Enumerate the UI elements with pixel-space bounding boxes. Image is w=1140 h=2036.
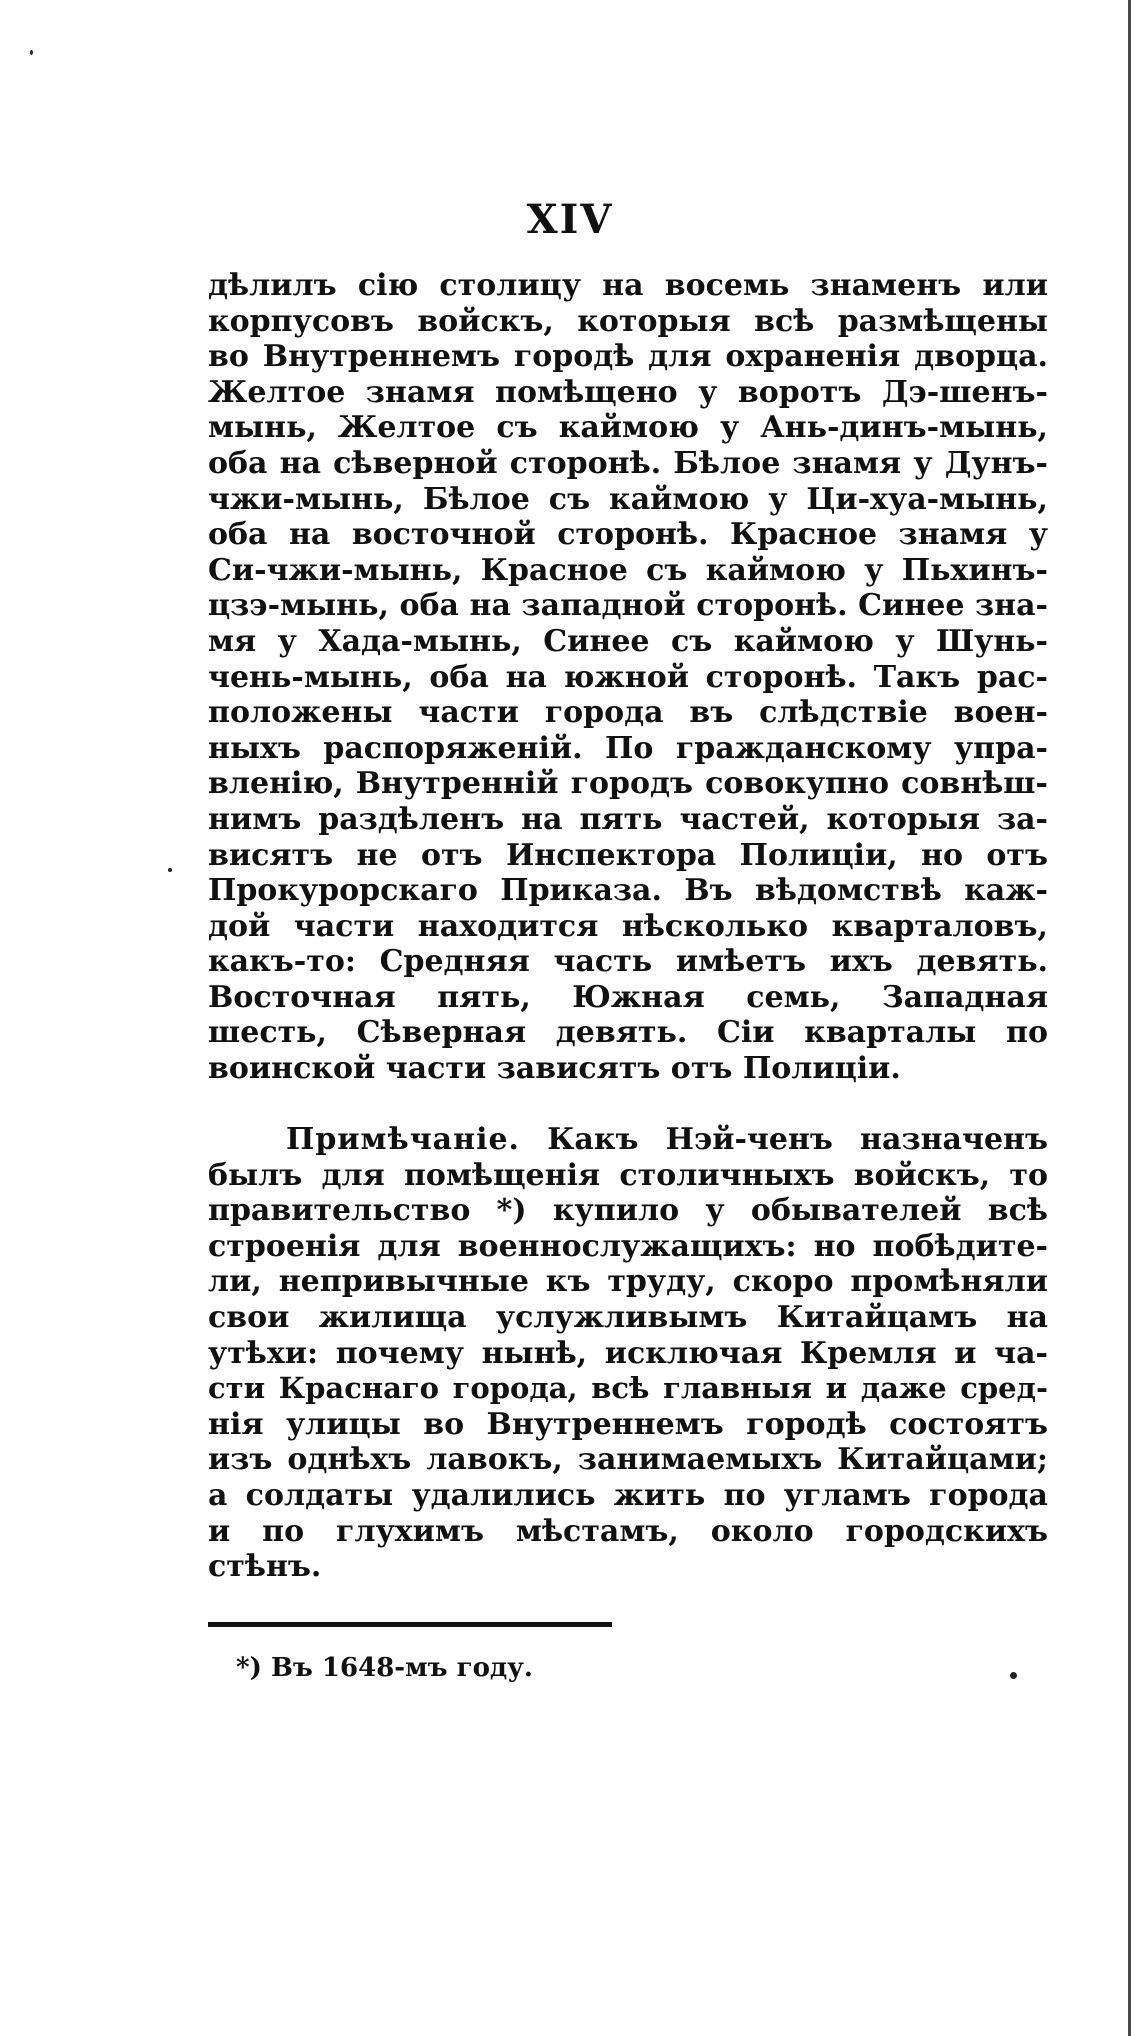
text-line: Желтое знамя помѣщено у воротъ Дэ-шенъ- — [208, 374, 1048, 410]
text-line: какъ-то: Средняя часть имѣетъ ихъ девять. — [208, 944, 1048, 980]
text-line: корпусовъ войскъ, которыя всѣ размѣщены — [208, 303, 1048, 339]
text-line: дой части находится нѣсколько кварталовъ, — [208, 908, 1048, 944]
note-line: утѣхи: почему нынѣ, исключая Кремля и ча- — [208, 1335, 1048, 1371]
text-line: мынь, Желтое съ каймою у Ань-динъ-мынь, — [208, 410, 1048, 446]
note-line: сти Краснаго города, всѣ главныя и даже сред- — [208, 1371, 1048, 1406]
scan-speck — [30, 50, 33, 55]
note-first-line-text: Какъ Нэй-ченъ назначенъ — [547, 1122, 1048, 1157]
text-line: нимъ раздѣленъ на пять частей, которыя за- — [208, 801, 1048, 837]
scan-speck — [168, 868, 172, 872]
text-line: во Внутреннемъ городѣ для охраненія дворца. — [208, 339, 1048, 375]
page-number: XIV — [526, 196, 614, 243]
scan-edge-shadow — [1128, 0, 1131, 2036]
text-line: оба на сѣверной сторонѣ. Бѣлое знамя у Дунъ- — [208, 445, 1048, 481]
scan-speck — [1010, 1672, 1017, 1679]
text-line: висятъ не отъ Инспектора Полиціи, но отъ — [208, 837, 1048, 873]
note-label: Примѣчаніе. — [286, 1122, 520, 1157]
note-line: и по глухимъ мѣстамъ, около городскихъ — [208, 1513, 1048, 1549]
footnote: *) Въ 1648-мъ году. — [236, 1653, 533, 1683]
footnote-rule — [208, 1622, 612, 1627]
text-line: чень-мынь, оба на южной сторонѣ. Такъ рас- — [208, 659, 1048, 695]
text-line: Восточная пять, Южная семь, Западная — [208, 979, 1048, 1015]
note-line: изъ однѣхъ лавокъ, занимаемыхъ Китайцами; — [208, 1442, 1048, 1478]
text-line: мя у Хада-мынь, Синее съ каймою у Шунь- — [208, 623, 1048, 659]
text-line: Прокурорскаго Приказа. Въ вѣдомствѣ каж- — [208, 873, 1048, 909]
note-line: ли, непривычные къ труду, скоро промѣняли — [208, 1264, 1048, 1300]
text-line: дѣлилъ сію столицу на восемь знаменъ или — [208, 268, 1048, 303]
note-line: свои жилища услужливымъ Китайцамъ на — [208, 1299, 1048, 1335]
text-line: цзэ-мынь, оба на западной сторонѣ. Синее зна- — [208, 588, 1048, 624]
note-line: стѣнъ. — [208, 1549, 322, 1585]
note-line: былъ для помѣщенія столичныхъ войскъ, то — [208, 1157, 1048, 1193]
main-paragraph — [208, 268, 1048, 1087]
text-line: чжи-мынь, Бѣлое съ каймою у Ци-хуа-мынь, — [208, 481, 1048, 517]
text-line: вленію, Внутренній городъ совокупно совнѣш- — [208, 766, 1048, 802]
note-line: а солдаты удалились жить по угламъ города — [208, 1477, 1048, 1513]
text-line: положены части города въ слѣдствіе воен- — [208, 695, 1048, 731]
text-line: шесть, Сѣверная девять. Сіи кварталы по — [208, 1015, 1048, 1051]
note-first-line — [208, 1122, 1048, 1158]
text-line: Си-чжи-мынь, Красное съ каймою у Пьхинъ- — [208, 552, 1048, 588]
note-paragraph — [208, 1122, 1048, 1585]
note-line: строенія для военнослужащихъ: но побѣдите- — [208, 1228, 1048, 1264]
note-line: правительство *) купило у обывателей всѣ — [208, 1193, 1048, 1229]
text-line: ныхъ распоряженій. По гражданскому упра- — [208, 730, 1048, 766]
note-line: нія улицы во Внутреннемъ городѣ состоятъ — [208, 1406, 1048, 1442]
text-line: оба на восточной сторонѣ. Красное знамя у — [208, 517, 1048, 553]
text-line: воинской части зависятъ отъ Полиціи. — [208, 1051, 901, 1087]
